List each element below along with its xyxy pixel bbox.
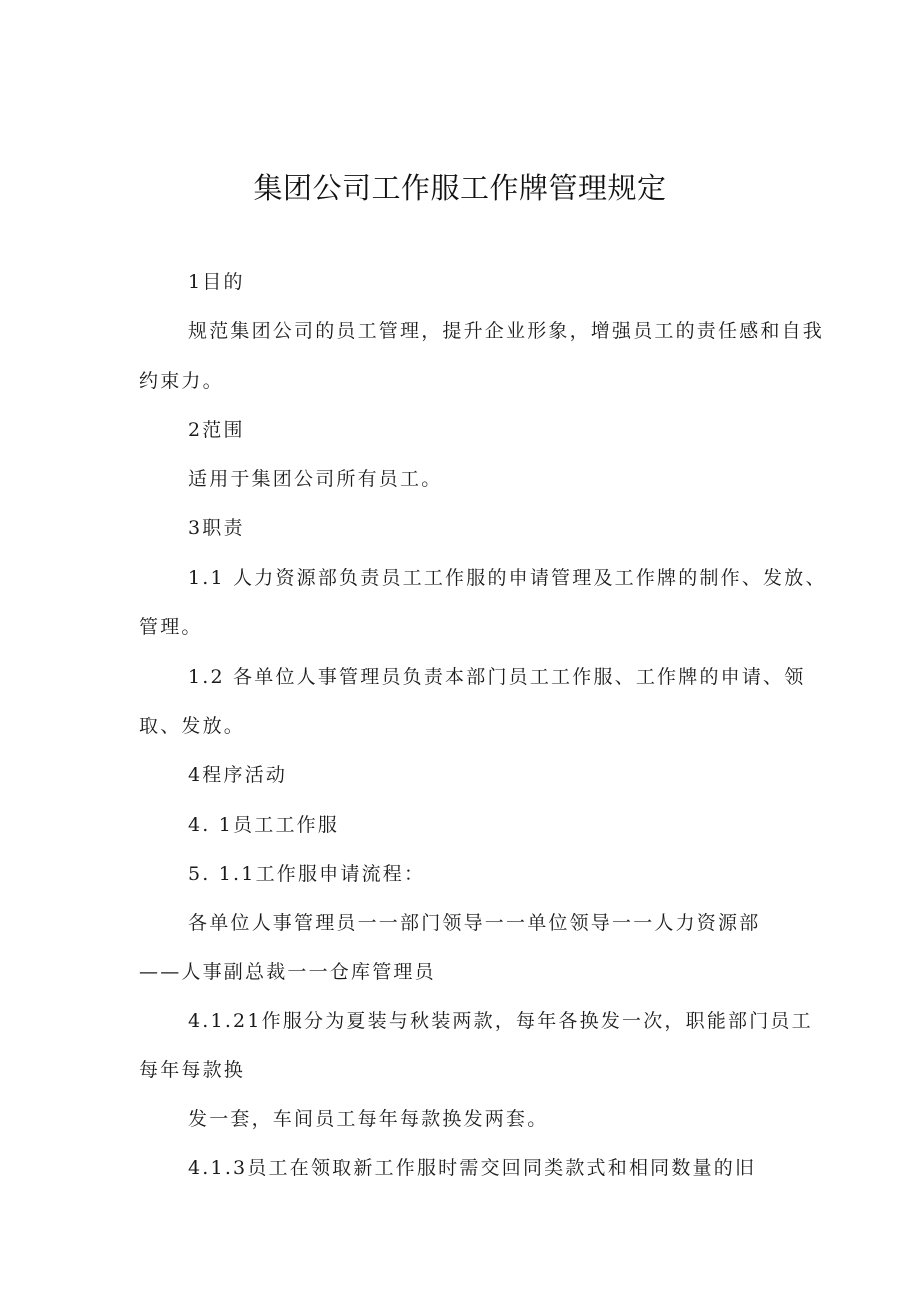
paragraph-line: 1.1 人力资源部负责员工工作服的申请管理及工作牌的制作、发放、 xyxy=(188,567,827,589)
paragraph-line: ——人事副总裁一一仓库管理员 xyxy=(139,961,436,983)
subsection-heading: 4. 1员工工作服 xyxy=(188,814,340,836)
document-title: 集团公司工作服工作牌管理规定 xyxy=(253,171,667,205)
section-heading-procedure: 4程序活动 xyxy=(188,764,288,786)
paragraph-line: 适用于集团公司所有员工。 xyxy=(188,468,443,490)
paragraph-line: 1.2 各单位人事管理员负责本部门员工工作服、工作牌的申请、领 xyxy=(188,666,806,688)
paragraph-line: 4.1.21作服分为夏装与秋装两款，每年各换发一次，职能部门员工 xyxy=(188,1010,813,1032)
section-heading-scope: 2范围 xyxy=(188,419,245,441)
paragraph-line: 取、发放。 xyxy=(139,715,246,737)
section-heading-duties: 3职责 xyxy=(188,517,245,539)
paragraph-line: 约束力。 xyxy=(139,370,224,392)
paragraph-line: 规范集团公司的员工管理，提升企业形象，增强员工的责任感和自我 xyxy=(188,320,825,342)
paragraph-line: 4.1.3员工在领取新工作服时需交回同类款式和相同数量的旧 xyxy=(188,1157,757,1179)
paragraph-line: 各单位人事管理员一一部门领导一一单位领导一一人力资源部 xyxy=(188,912,761,934)
paragraph-line: 发一套，车间员工每年每款换发两套。 xyxy=(188,1108,549,1130)
subsection-heading: 5. 1.1工作服申请流程： xyxy=(188,863,426,885)
paragraph-line: 每年每款换 xyxy=(139,1059,246,1081)
section-heading-purpose: 1目的 xyxy=(188,271,245,293)
paragraph-line: 管理。 xyxy=(139,616,203,638)
